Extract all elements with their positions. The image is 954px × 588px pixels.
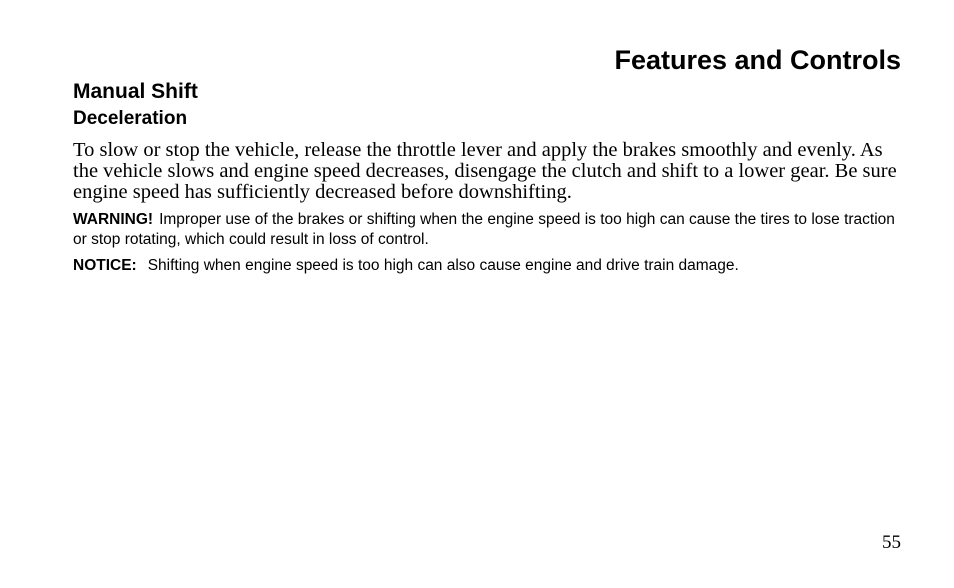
page-number: 55 (882, 532, 901, 553)
section-title: Manual Shift (73, 80, 198, 103)
notice-text: Shifting when engine speed is too high can also cause engine and drive train damage. (147, 257, 739, 274)
notice-message (73, 256, 909, 276)
deceleration-paragraph: To slow or stop the vehicle, release the throttle lever and apply the brakes smoothly and evenly. As the vehicle slows and engine speed decreases, disengage the clutch and shift to a lower gear. Be sure engine speed has sufficiently decreased before downshifting. (73, 139, 897, 203)
warning-message (73, 210, 909, 250)
chapter-title: Features and Controls (614, 45, 901, 75)
warning-label: WARNING! (73, 211, 154, 228)
warning-text: Improper use of the brakes or shifting when the engine speed is too high can cause the tires to lose traction or stop rotating, which could result in loss of control. (73, 211, 895, 248)
subsection-title: Deceleration (73, 108, 188, 129)
notice-label: NOTICE: (73, 257, 137, 274)
